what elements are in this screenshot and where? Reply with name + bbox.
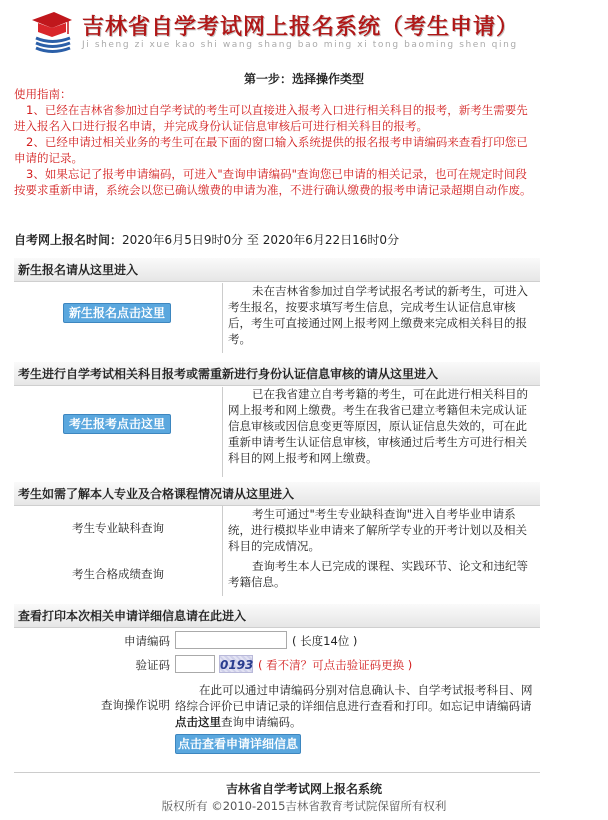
usage-guide	[14, 86, 534, 198]
guide-heading: 使用指南：	[14, 87, 72, 101]
query-help-text	[175, 682, 537, 730]
new-student-section-title: 新生报名请从这里进入	[14, 258, 540, 282]
forgot-code-link[interactable]: 点击这里	[175, 715, 221, 729]
site-header	[0, 0, 608, 62]
application-code-label: 申请编码	[124, 634, 170, 648]
new-student-description: 未在吉林省参加过自学考试报名考试的新考生，可进入考生报名，按要求填写考生信息，完成考生认证信息审核后，考生可直接通过网上报考网上缴费来完成相关科目的报考。	[228, 284, 528, 346]
step-title: 第一步：选择操作类型	[243, 72, 364, 86]
divider	[222, 506, 223, 596]
footer-divider	[14, 772, 540, 773]
registration-time-value: 2020年6月5日9时0分 至 2020年6月22日16时0分	[122, 233, 400, 247]
captcha-label: 验证码	[135, 658, 170, 672]
query-help-body: 在此可以通过申请编码分别对信息确认卡、自学考试报考科目、网络综合评价已申请记录的详细信息进行查看和打印。如忘记申请编码请	[175, 683, 533, 713]
application-code-hint: ( 长度14位 )	[292, 634, 358, 648]
guide-item-2: 2、已经申请过相关业务的考生可在最下面的窗口输入系统提供的报名报考申请编码来查看打印您已申请的记录。	[14, 135, 528, 165]
view-application-details-button[interactable]: 点击查看申请详细信息	[175, 734, 301, 754]
registration-time	[14, 231, 399, 248]
divider	[222, 387, 223, 477]
guide-item-1: 1、已经在吉林省参加过自学考试的考生可以直接进入报考入口进行相关科目的报考，新考生需要先进入报名入口进行报名申请，并完成身份认证信息审核后可进行相关科目的报考。	[14, 103, 528, 133]
exam-register-button[interactable]: 考生报考点击这里	[63, 414, 171, 434]
captcha-refresh-hint: ( 看不清？可点击验证码更换 )	[258, 658, 413, 672]
exam-description: 已在我省建立自考考籍的考生，可在此进行相关科目的网上报考和网上缴费。考生在我省已建立考籍但未完成认证信息审核或因信息变更等原因，原认证信息失效的，可在此重新申请考生认证信息审核，审核通过后考生方可进行相关科目的网上报考和网上缴费。	[228, 387, 528, 465]
guide-item-3: 3、如果忘记了报考申请编码，可进入"查询申请编码"查询您已申请的相关记录，也可在规定时间段按要求重新申请，系统会以您已确认缴费的申请为准，不进行确认缴费的报考申请记录超期自动作废。	[14, 167, 532, 197]
exam-section-title: 考生进行自学考试相关科目报考或需重新进行身份认证信息审核的请从这里进入	[14, 362, 540, 386]
registration-time-label: 自考网上报名时间：	[14, 233, 123, 247]
divider	[222, 283, 223, 353]
new-student-register-button[interactable]: 新生报名点击这里	[63, 303, 171, 323]
graduation-cap-logo-icon	[28, 10, 76, 54]
major-missing-query-description: 考生可通过"考生专业缺科查询"进入自考毕业申请系统，进行模拟毕业申请来了解所学专业的开考计划以及相关科目的完成情况。	[228, 507, 527, 553]
captcha-input[interactable]	[175, 655, 215, 673]
major-missing-query-link[interactable]: 考生专业缺科查询	[72, 521, 164, 535]
application-code-input[interactable]	[175, 631, 287, 649]
footer-copyright: 版权所有 ©2010-2015吉林省教育考试院保留所有权利	[161, 799, 447, 813]
query-help-label: 查询操作说明	[101, 698, 170, 712]
print-section-title: 查看打印本次相关申请详细信息请在此进入	[14, 604, 540, 628]
passed-scores-query-description: 查询考生本人已完成的课程、实践环节、论文和违纪等考籍信息。	[228, 559, 528, 589]
query-help-tail: 查询申请编码。	[221, 715, 302, 729]
footer-title: 吉林省自学考试网上报名系统	[225, 782, 382, 796]
passed-scores-query-link[interactable]: 考生合格成绩查询	[72, 567, 164, 581]
site-title: 吉林省自学考试网上报名系统（考生申请）	[82, 14, 520, 40]
captcha-image[interactable]: 0193	[219, 655, 253, 673]
info-section-title: 考生如需了解本人专业及合格课程情况请从这里进入	[14, 482, 540, 506]
site-title-pinyin: Ji sheng zi xue kao shi wang shang bao ming xi tong baoming shen qing	[82, 40, 518, 50]
